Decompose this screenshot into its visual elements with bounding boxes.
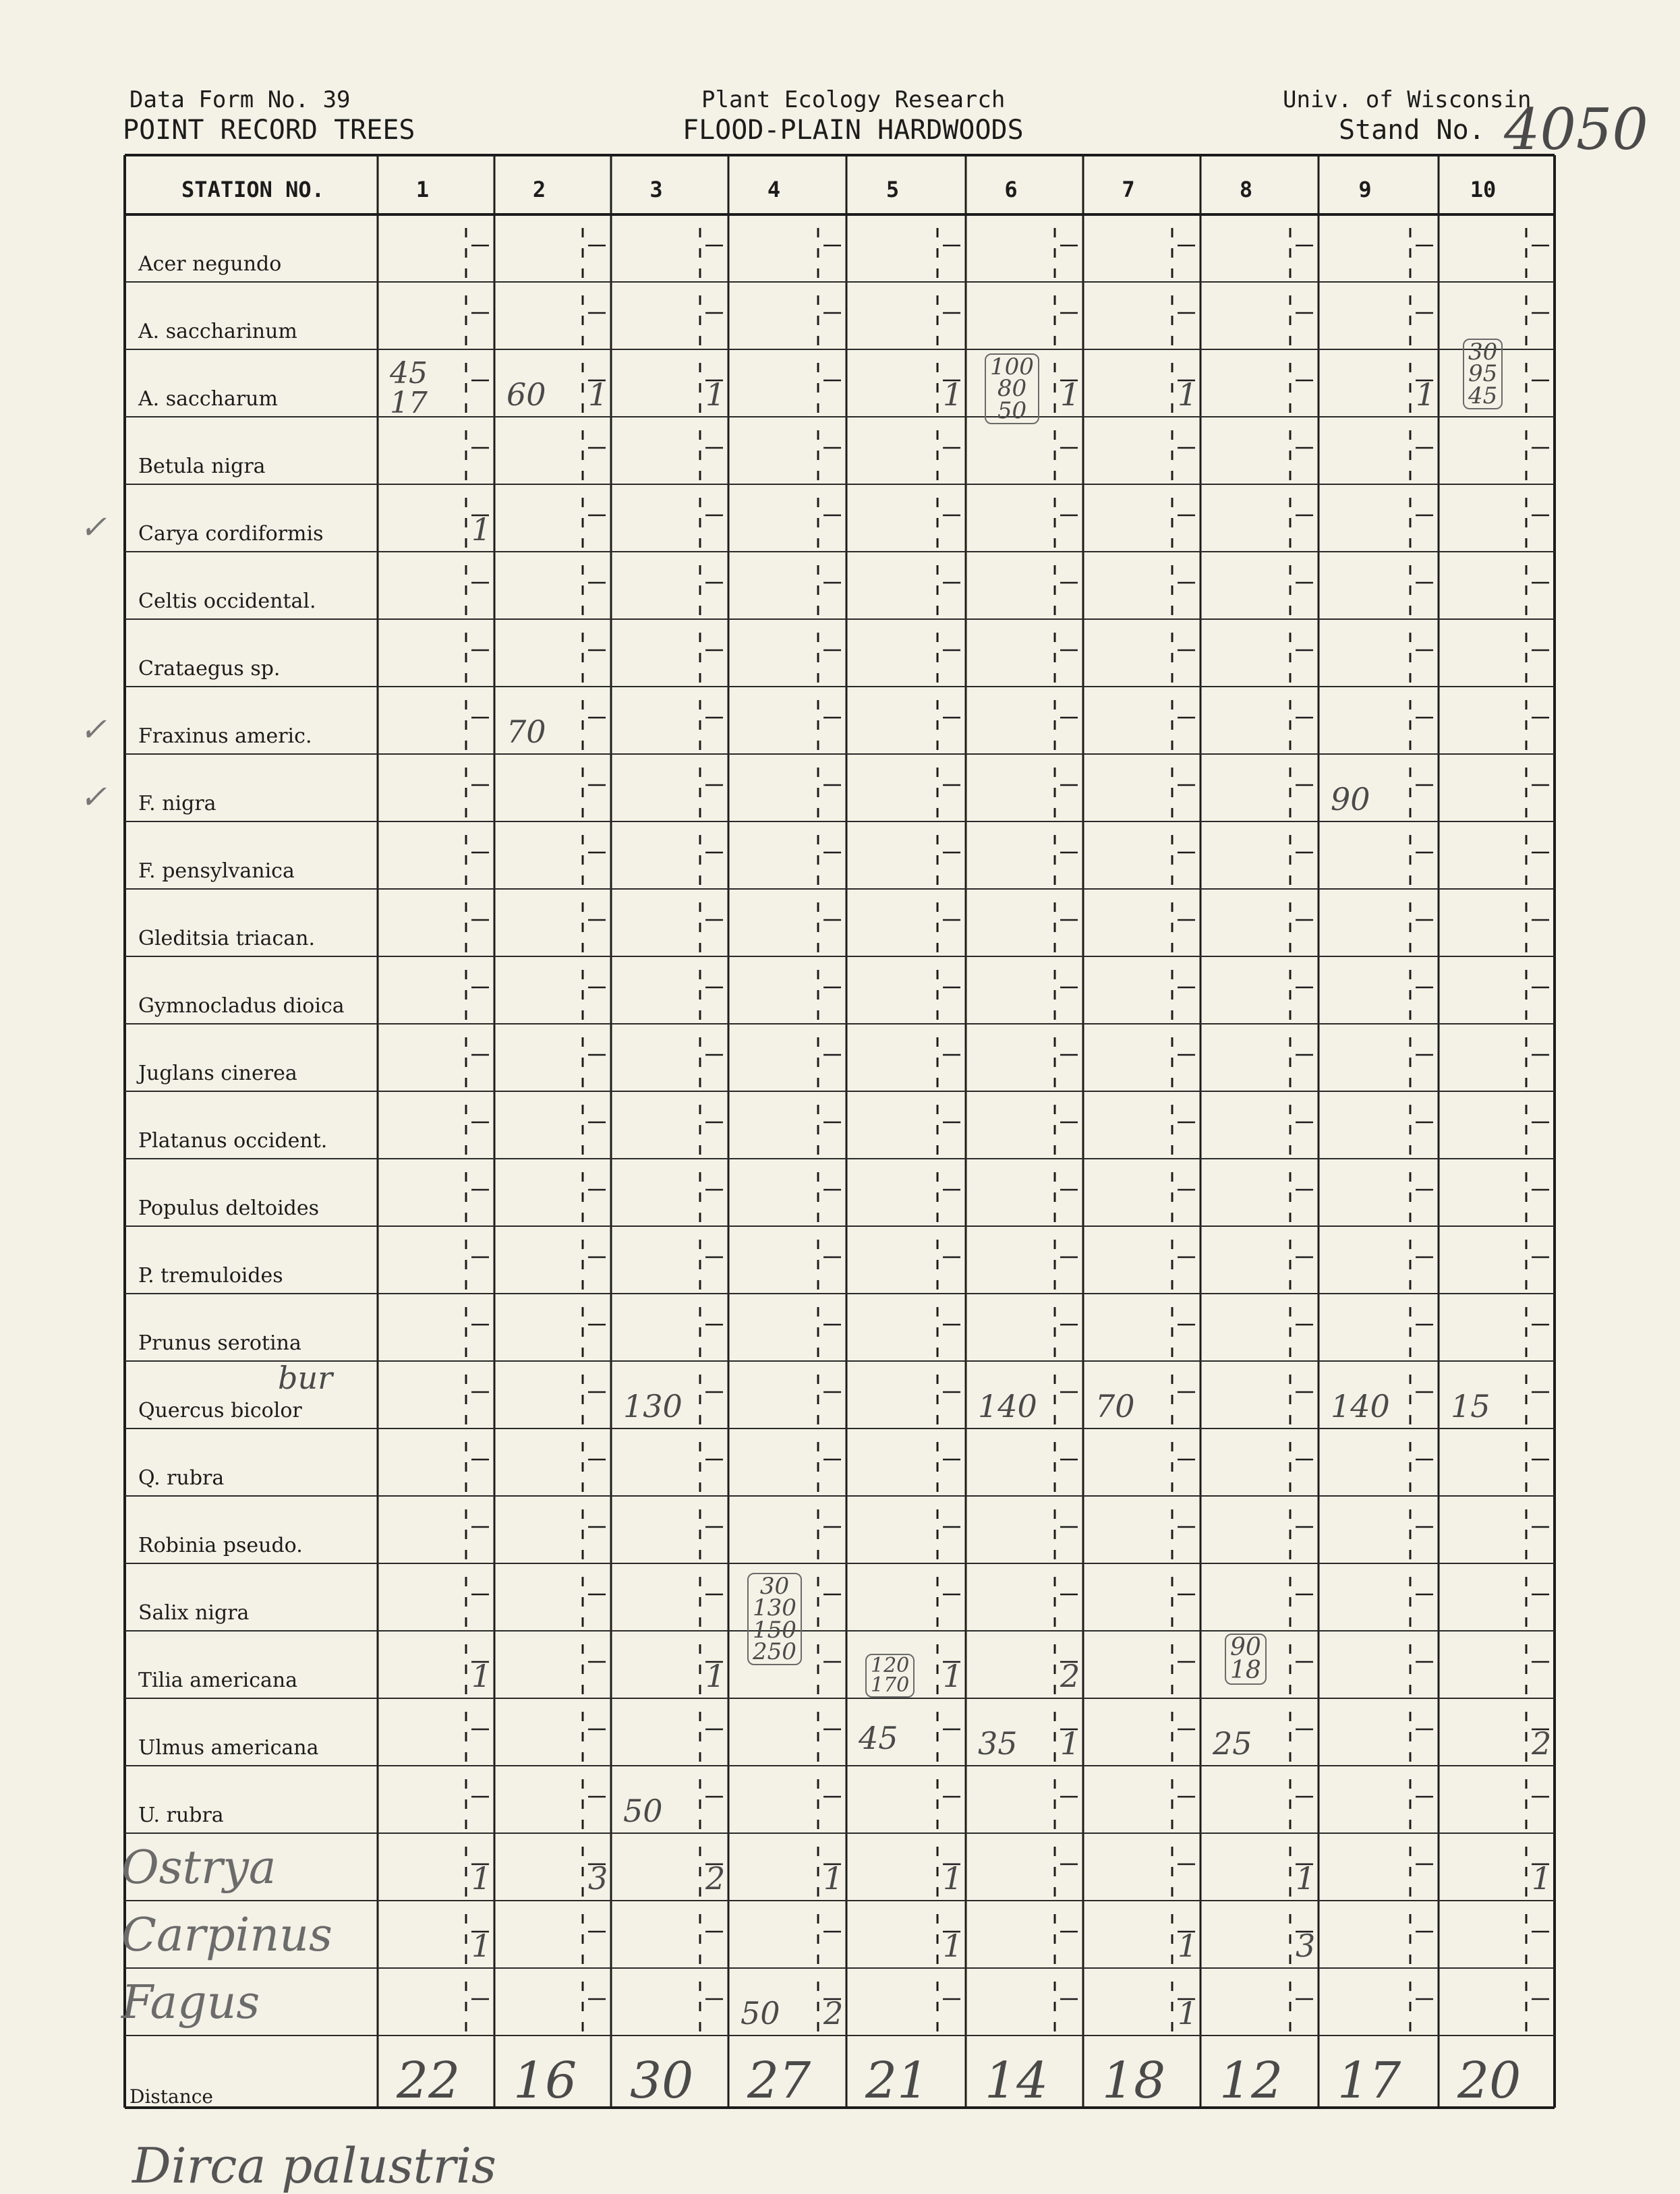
tree-diameter: 30 95 45 — [1463, 339, 1503, 409]
stand-label: Stand No. — [1339, 115, 1485, 146]
station-number: 6 — [1004, 177, 1018, 202]
tree-diameter: 45 17 — [390, 356, 428, 420]
tree-count: 2 — [1532, 1725, 1552, 1762]
species-label: Betula nigra — [138, 455, 266, 478]
station-number: 9 — [1358, 177, 1372, 202]
tree-diameter: 50 — [623, 1793, 663, 1829]
species-label: A. saccharinum — [138, 320, 297, 343]
tree-count: 1 — [1532, 1860, 1552, 1897]
added-species-label: Ostrya — [121, 1841, 277, 1895]
tree-diameter: 120 170 — [865, 1654, 915, 1698]
distance-value: 30 — [630, 2052, 694, 2110]
distance-value: 18 — [1102, 2052, 1166, 2110]
species-label: Quercus bicolor — [138, 1399, 302, 1422]
distance-value: 16 — [513, 2052, 577, 2110]
tree-count: 1 — [1416, 376, 1436, 413]
distance-value: 20 — [1457, 2052, 1522, 2110]
station-number: 7 — [1122, 177, 1135, 202]
species-label: Ulmus americana — [138, 1736, 319, 1760]
tree-count: 1 — [588, 376, 608, 413]
added-species-label: Fagus — [121, 1976, 260, 2029]
tree-diameter: 140 — [1331, 1388, 1390, 1424]
species-label: Populus deltoides — [138, 1196, 320, 1220]
tree-count: 1 — [823, 1860, 844, 1897]
footnote-species: Dirca palustris — [132, 2137, 496, 2194]
species-label: Tilia americana — [138, 1669, 298, 1692]
station-number: 10 — [1470, 177, 1497, 202]
species-label: Robinia pseudo. — [138, 1534, 303, 1557]
species-label: Gymnocladus dioica — [138, 994, 345, 1018]
station-number: 5 — [886, 177, 900, 202]
distance-value: 27 — [747, 2052, 811, 2110]
species-label: Acer negundo — [138, 252, 282, 276]
form-number: Data Form No. 39 — [129, 86, 351, 113]
tree-count: 2 — [1060, 1658, 1080, 1694]
university: Univ. of Wisconsin — [1283, 86, 1532, 113]
species-label: Juglans cinerea — [138, 1062, 297, 1085]
tree-diameter: 70 — [506, 714, 546, 750]
tree-count: 1 — [943, 1860, 963, 1897]
tree-count: 1 — [471, 1658, 492, 1694]
bur-annotation: bur — [278, 1360, 333, 1396]
tree-diameter: 45 — [859, 1720, 898, 1756]
tree-diameter: 35 — [978, 1725, 1018, 1762]
tree-count: 1 — [943, 376, 963, 413]
tree-count: 1 — [943, 1658, 963, 1694]
tree-diameter: 70 — [1095, 1388, 1135, 1424]
tree-diameter: 90 — [1331, 781, 1370, 817]
organization: Plant Ecology Research — [701, 86, 1006, 113]
tree-count: 1 — [471, 1860, 492, 1897]
species-label: Fraxinus americ. — [138, 724, 312, 748]
tree-count: 2 — [823, 1995, 844, 2031]
check-mark: ✓ — [80, 778, 107, 816]
species-label: Platanus occident. — [138, 1129, 328, 1153]
tree-diameter: 50 — [741, 1995, 780, 2031]
check-mark: ✓ — [80, 509, 107, 546]
added-species-label: Carpinus — [121, 1909, 332, 1962]
station-number: 1 — [415, 177, 430, 202]
distance-value: 14 — [985, 2052, 1049, 2110]
tree-count: 1 — [1178, 376, 1198, 413]
tree-diameter: 15 — [1451, 1388, 1490, 1424]
station-number: 3 — [649, 177, 663, 202]
species-label: U. rubra — [138, 1803, 224, 1827]
station-number: 8 — [1239, 177, 1253, 202]
tree-count: 2 — [705, 1860, 726, 1897]
forest-type: FLOOD-PLAIN HARDWOODS — [683, 115, 1024, 146]
distance-value: 12 — [1219, 2052, 1283, 2110]
distance-label: Distance — [129, 2085, 214, 2108]
tree-count: 1 — [471, 511, 492, 548]
tree-diameter: 25 — [1213, 1725, 1252, 1762]
tree-diameter: 60 — [506, 376, 546, 413]
tree-count: 1 — [1060, 1725, 1080, 1762]
species-label: Gleditsia triacan. — [138, 927, 316, 950]
distance-value: 21 — [865, 2052, 929, 2110]
tree-count: 1 — [1060, 376, 1080, 413]
tree-diameter: 90 18 — [1225, 1634, 1267, 1685]
form-title: POINT RECORD TREES — [123, 115, 415, 146]
station-number: 4 — [767, 177, 781, 202]
tree-count: 1 — [705, 1658, 726, 1694]
tree-diameter: 30 130 150 250 — [747, 1573, 802, 1665]
species-label: Prunus serotina — [138, 1331, 301, 1355]
tree-count: 1 — [943, 1928, 963, 1964]
tree-count: 1 — [1178, 1995, 1198, 2031]
species-label: Salix nigra — [138, 1601, 250, 1625]
species-label: Carya cordiformis — [138, 522, 324, 546]
tree-diameter: 100 80 50 — [985, 353, 1039, 424]
species-label: Celtis occidental. — [138, 589, 316, 613]
station-label: STATION NO. — [181, 177, 324, 202]
species-label: A. saccharum — [138, 387, 278, 411]
tree-count: 1 — [1296, 1860, 1316, 1897]
species-label: F. nigra — [138, 792, 216, 815]
tree-count: 3 — [588, 1860, 608, 1897]
station-number: 2 — [532, 177, 546, 202]
tree-count: 3 — [1296, 1928, 1316, 1964]
species-label: F. pensylvanica — [138, 859, 295, 883]
check-mark: ✓ — [80, 711, 107, 749]
species-label: P. tremuloides — [138, 1264, 283, 1288]
tree-count: 1 — [705, 376, 726, 413]
tree-diameter: 140 — [978, 1388, 1037, 1424]
tree-count: 1 — [1178, 1928, 1198, 1964]
tree-diameter: 130 — [623, 1388, 683, 1424]
tree-count: 1 — [471, 1928, 492, 1964]
species-label: Crataegus sp. — [138, 657, 281, 681]
species-label: Q. rubra — [138, 1466, 225, 1490]
distance-value: 22 — [397, 2052, 461, 2110]
stand-number: 4050 — [1504, 96, 1648, 163]
distance-value: 17 — [1337, 2052, 1401, 2110]
